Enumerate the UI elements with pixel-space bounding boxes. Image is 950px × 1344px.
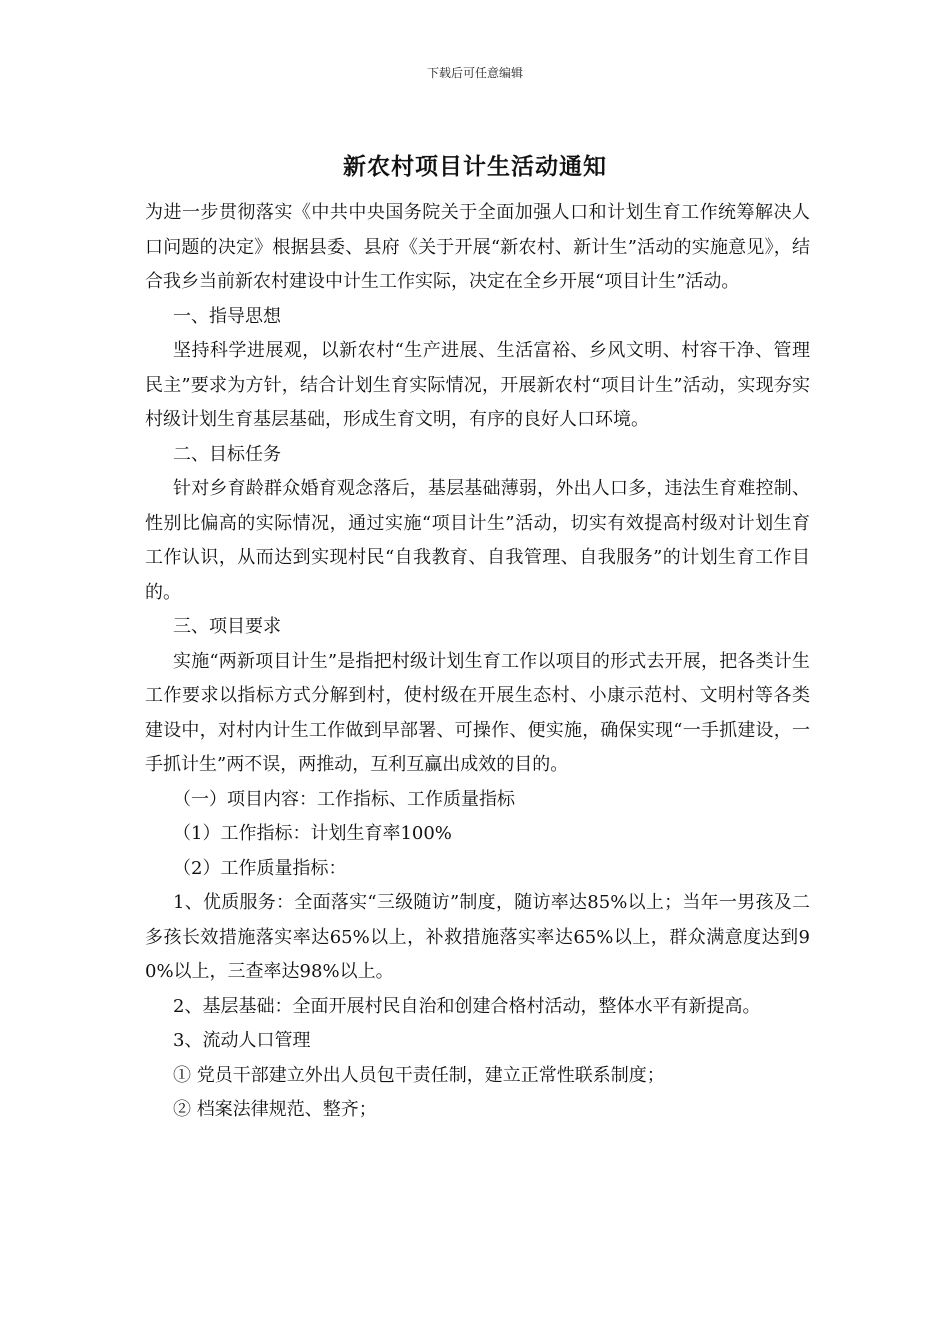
document-body: [145, 196, 810, 1128]
work-indicator: （1）工作指标：计划生育率100%: [173, 823, 452, 844]
floating-population-item-1: ① 党员干部建立外出人员包干责任制，建立正常性联系制度；: [173, 1064, 665, 1086]
section-heading-guiding-thought: 一、指导思想: [173, 305, 281, 327]
quality-service-item: 1、优质服务：全面落实“三级随访”制度，随访率达85%以上；当年一男孩及二多孩长效措施落实率达65%以上，补救措施落实率达65%以上，群众满意度达到90%以上，三查率达98%以上。: [145, 892, 810, 982]
guiding-thought-paragraph: 坚持科学进展观，以新农村“生产进展、生活富裕、乡风文明、村容干净、管理民主”要求为方针，结合计划生育实际情况，开展新农村“项目计生”活动，实现夯实村级计划生育基层基础，形成生育文明，有序的良好人口环境。: [145, 340, 810, 430]
floating-population-heading: 3、流动人口管理: [173, 1030, 311, 1051]
floating-population-item-2: ② 档案法律规范、整齐；: [173, 1099, 377, 1120]
requirements-paragraph: 实施“两新项目计生”是指把村级计划生育工作以项目的形式去开展，把各类计生工作要求以指标方式分解到村，使村级在开展生态村、小康示范村、文明村等各类建设中，对村内计生工作做到早部署、可操作、便实施，确保实现“一手抓建设，一手抓计生”两不误，两推动，互利互赢出成效的目的。: [145, 650, 810, 775]
header-note: 下载后可任意编辑: [426, 66, 523, 80]
quality-indicator-heading: （2）工作质量指标：: [173, 857, 347, 879]
intro-paragraph: 为进一步贯彻落实《中共中央国务院关于全面加强人口和计划生育工作统筹解决人口问题的决定》根据县委、县府《关于开展“新农村、新计生”活动的实施意见》，结合我乡当前新农村建设中计生工作实际，决定在全乡开展“项目计生”活动。: [145, 202, 810, 292]
subsection-project-content: （一）项目内容：工作指标、工作质量指标: [173, 788, 515, 810]
section-heading-requirements: 三、项目要求: [173, 616, 281, 637]
document-title: 新农村项目计生活动通知: [343, 153, 607, 180]
goals-paragraph: 针对乡育龄群众婚育观念落后，基层基础薄弱，外出人口多，违法生育难控制、性别比偏高的实际情况，通过实施“项目计生”活动，切实有效提高村级对计划生育工作认识，从而达到实现村民“自我教育、自我管理、自我服务”的计划生育工作目的。: [145, 478, 810, 603]
grassroots-item: 2、基层基础：全面开展村民自治和创建合格村活动，整体水平有新提高。: [173, 995, 761, 1017]
section-heading-goals: 二、目标任务: [173, 443, 281, 465]
